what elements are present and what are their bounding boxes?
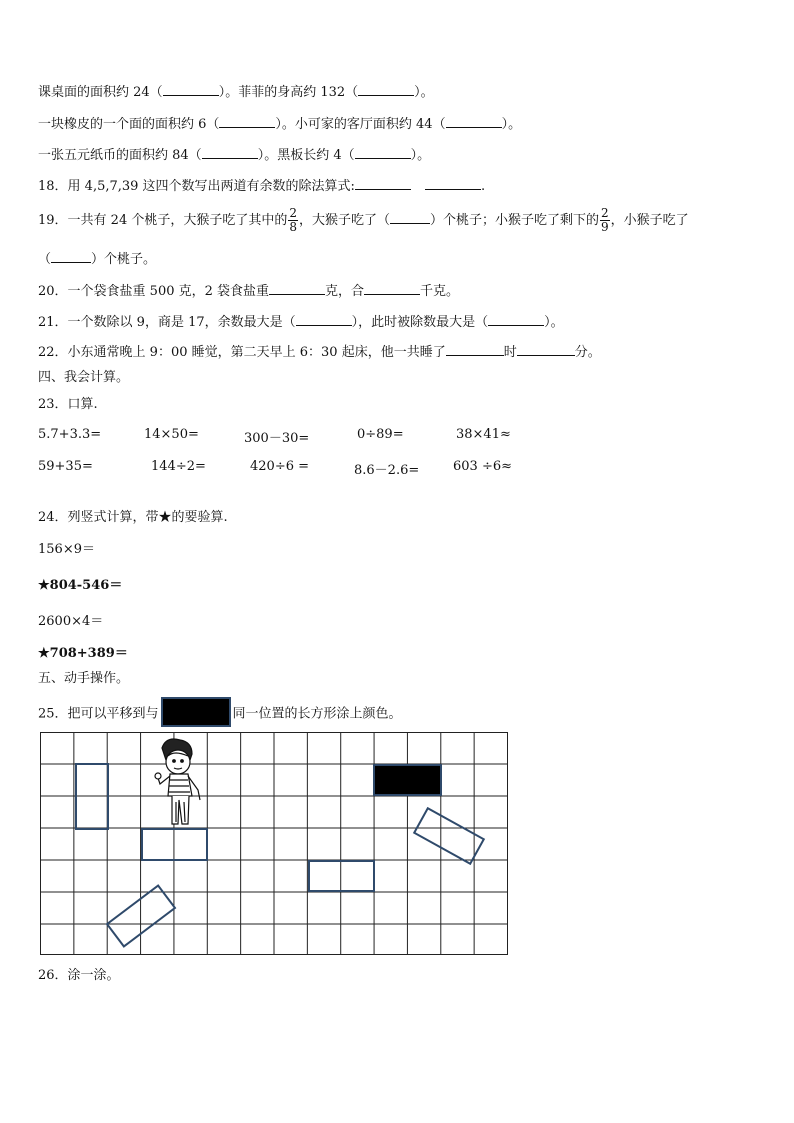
mental-calc-item: 38×41≈: [456, 427, 511, 442]
q17-line2: 一块橡皮的一个面的面积约 6（ ）。小可家的客厅面积约 44（ ）。: [38, 117, 522, 132]
boy-illustration: [155, 739, 200, 824]
answer-blank[interactable]: [425, 177, 481, 190]
answer-blank[interactable]: [358, 83, 414, 96]
vertical-calc-item: 2600×4＝: [38, 614, 104, 629]
rectangle-horizontal[interactable]: [142, 829, 207, 860]
fraction-2-8: $\frac{2}{8}$: [289, 206, 297, 234]
mental-calc-item: 420÷6 =: [250, 459, 310, 474]
answer-blank[interactable]: [488, 313, 544, 326]
rectangles: [76, 764, 484, 946]
answer-blank[interactable]: [219, 115, 275, 128]
question-19-line2: （ ）个桃子。: [38, 252, 157, 267]
mental-calc-item: 8.6－2.6=: [354, 463, 420, 478]
answer-blank[interactable]: [355, 146, 411, 159]
answer-blank[interactable]: [517, 343, 575, 356]
mental-calc-item: 59+35=: [38, 459, 93, 474]
section-heading-4: 四、我会计算。: [38, 370, 130, 385]
question-25: 25．把可以平移到与 同一位置的长方形涂上颜色。: [38, 701, 402, 727]
answer-blank[interactable]: [390, 211, 430, 224]
translation-grid: [40, 732, 510, 956]
vertical-calc-item: ★708+389＝: [38, 646, 128, 661]
answer-blank[interactable]: [163, 83, 219, 96]
mental-calc-item: 144÷2=: [151, 459, 206, 474]
answer-blank[interactable]: [269, 282, 325, 295]
rectangle-horizontal[interactable]: [309, 861, 374, 891]
answer-blank[interactable]: [202, 146, 258, 159]
vertical-calc-item: ★804-546＝: [38, 578, 123, 593]
question-21: 21．一个数除以 9，商是 17，余数最大是（ ），此时被除数最大是（ ）。: [38, 315, 564, 330]
answer-blank[interactable]: [355, 177, 411, 190]
question-23-title: 23．口算.: [38, 397, 98, 412]
question-24-title: 24．列竖式计算，带★的要验算.: [38, 510, 228, 525]
question-22: 22．小东通常晚上 9：00 睡觉，第二天早上 6：30 起床，他一共睡了 时 分。: [38, 345, 601, 360]
answer-blank[interactable]: [296, 313, 352, 326]
mental-calc-item: 300－30=: [244, 431, 310, 446]
reference-rectangle: [161, 697, 231, 727]
mental-calc-item: 14×50=: [144, 427, 199, 442]
fraction-2-9: $\frac{2}{9}$: [601, 206, 609, 234]
q17-line3: 一张五元纸币的面积约 84（ ）。黑板长约 4（ ）。: [38, 148, 431, 163]
mental-calc-item: 5.7+3.3=: [38, 427, 102, 442]
question-20: 20．一个袋食盐重 500 克，2 袋食盐重 克，合 千克。: [38, 284, 460, 299]
section-heading-5: 五、动手操作。: [38, 671, 130, 686]
q17-line1: 课桌面的面积约 24（ ）。菲菲的身高约 132（ ）。: [38, 85, 434, 100]
mental-calc-item: 0÷89=: [357, 427, 404, 442]
question-19: 19．一共有 24 个桃子，大猴子吃了其中的 $\frac{2}{8}$ ，大猴子吃了（ ）个桃子；小猴子吃了剩下的 $\frac{2}{9}$ ，小猴子吃了: [38, 206, 689, 234]
question-18: 18．用 4,5,7,39 这四个数写出两道有余数的除法算式: .: [38, 179, 486, 194]
mental-calc-item: 603 ÷6≈: [453, 459, 513, 474]
question-26: 26．涂一涂。: [38, 968, 120, 983]
answer-blank[interactable]: [446, 343, 504, 356]
rectangle-filled-target: [374, 765, 441, 795]
vertical-calc-item: 156×9＝: [38, 542, 95, 557]
answer-blank[interactable]: [51, 250, 91, 263]
answer-blank[interactable]: [446, 115, 502, 128]
rectangle-tilted[interactable]: [414, 808, 484, 864]
answer-blank[interactable]: [364, 282, 420, 295]
